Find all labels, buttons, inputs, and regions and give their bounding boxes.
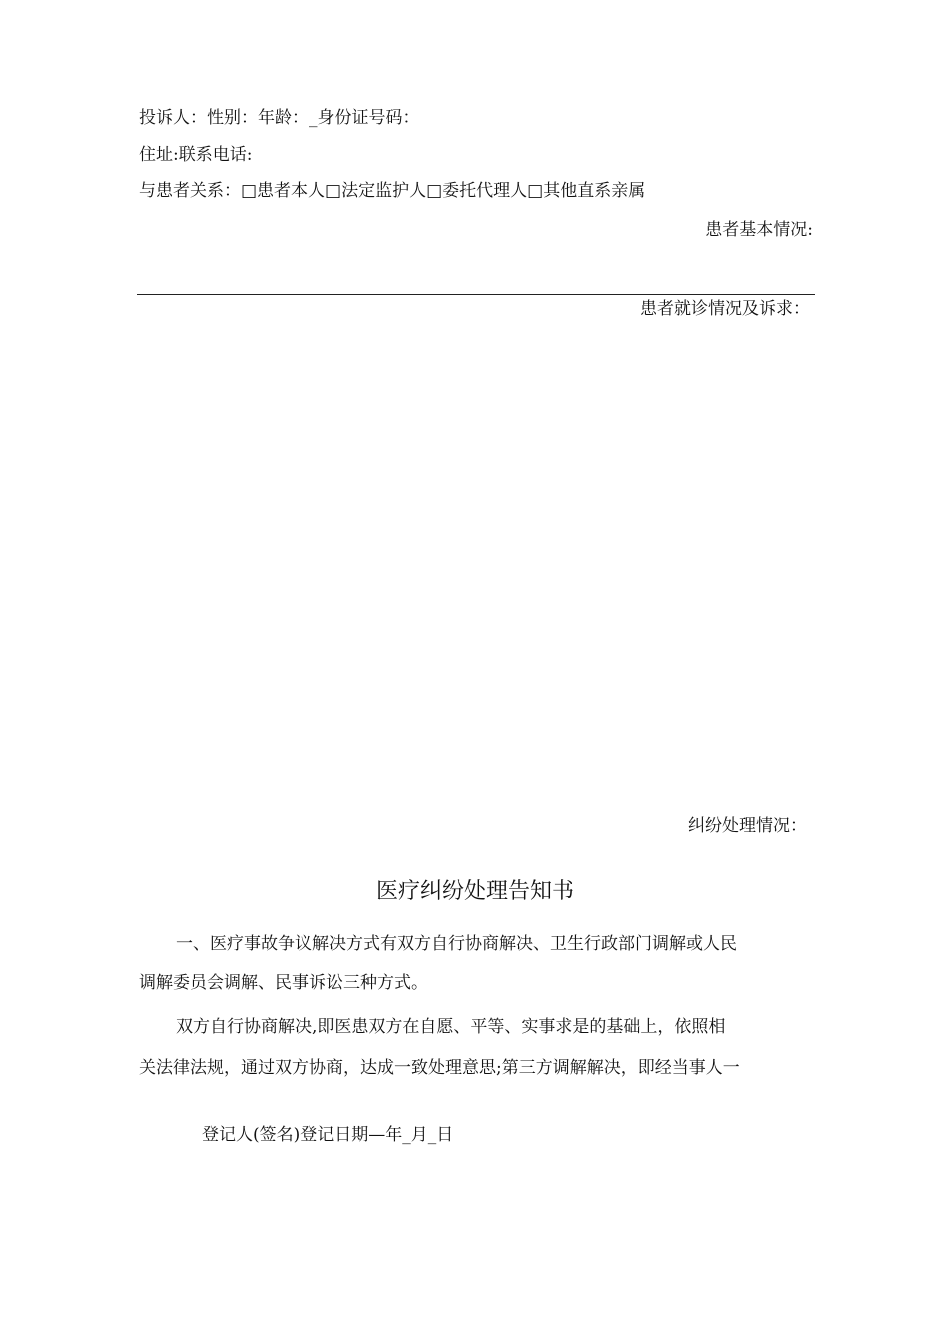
registrar-signature-line: 登记人(签名)登记日期—年_月_日: [202, 1125, 454, 1145]
dispute-handling-heading: 纠纷处理情况：: [688, 816, 807, 836]
address-phone-line: 住址:联系电话:: [139, 145, 253, 165]
notice-paragraph-1-line-1: 一、医疗事故争议解决方式有双方自行协商解决、卫生行政部门调解或人民: [176, 934, 737, 954]
notice-title: 医疗纠纷处理告知书: [375, 879, 574, 904]
patient-basic-heading: 患者基本情况:: [705, 220, 813, 240]
visit-claim-heading: 患者就诊情况及诉求：: [640, 299, 810, 319]
notice-paragraph-2-line-1: 双方自行协商解决,即医患双方在自愿、平等、实事求是的基础上，依照相: [176, 1017, 726, 1037]
relationship-line: 与患者关系：□患者本人□法定监护人□委托代理人□其他直系亲属: [139, 181, 646, 201]
notice-paragraph-2-line-2: 关法律法规，通过双方协商，达成一致处理意思;第三方调解解决，即经当事人一: [139, 1058, 740, 1078]
divider-line: [137, 294, 815, 295]
notice-paragraph-1-line-2: 调解委员会调解、民事诉讼三种方式。: [139, 973, 428, 993]
complainant-info-line: 投诉人：性别：年龄：_身份证号码：: [139, 108, 420, 128]
